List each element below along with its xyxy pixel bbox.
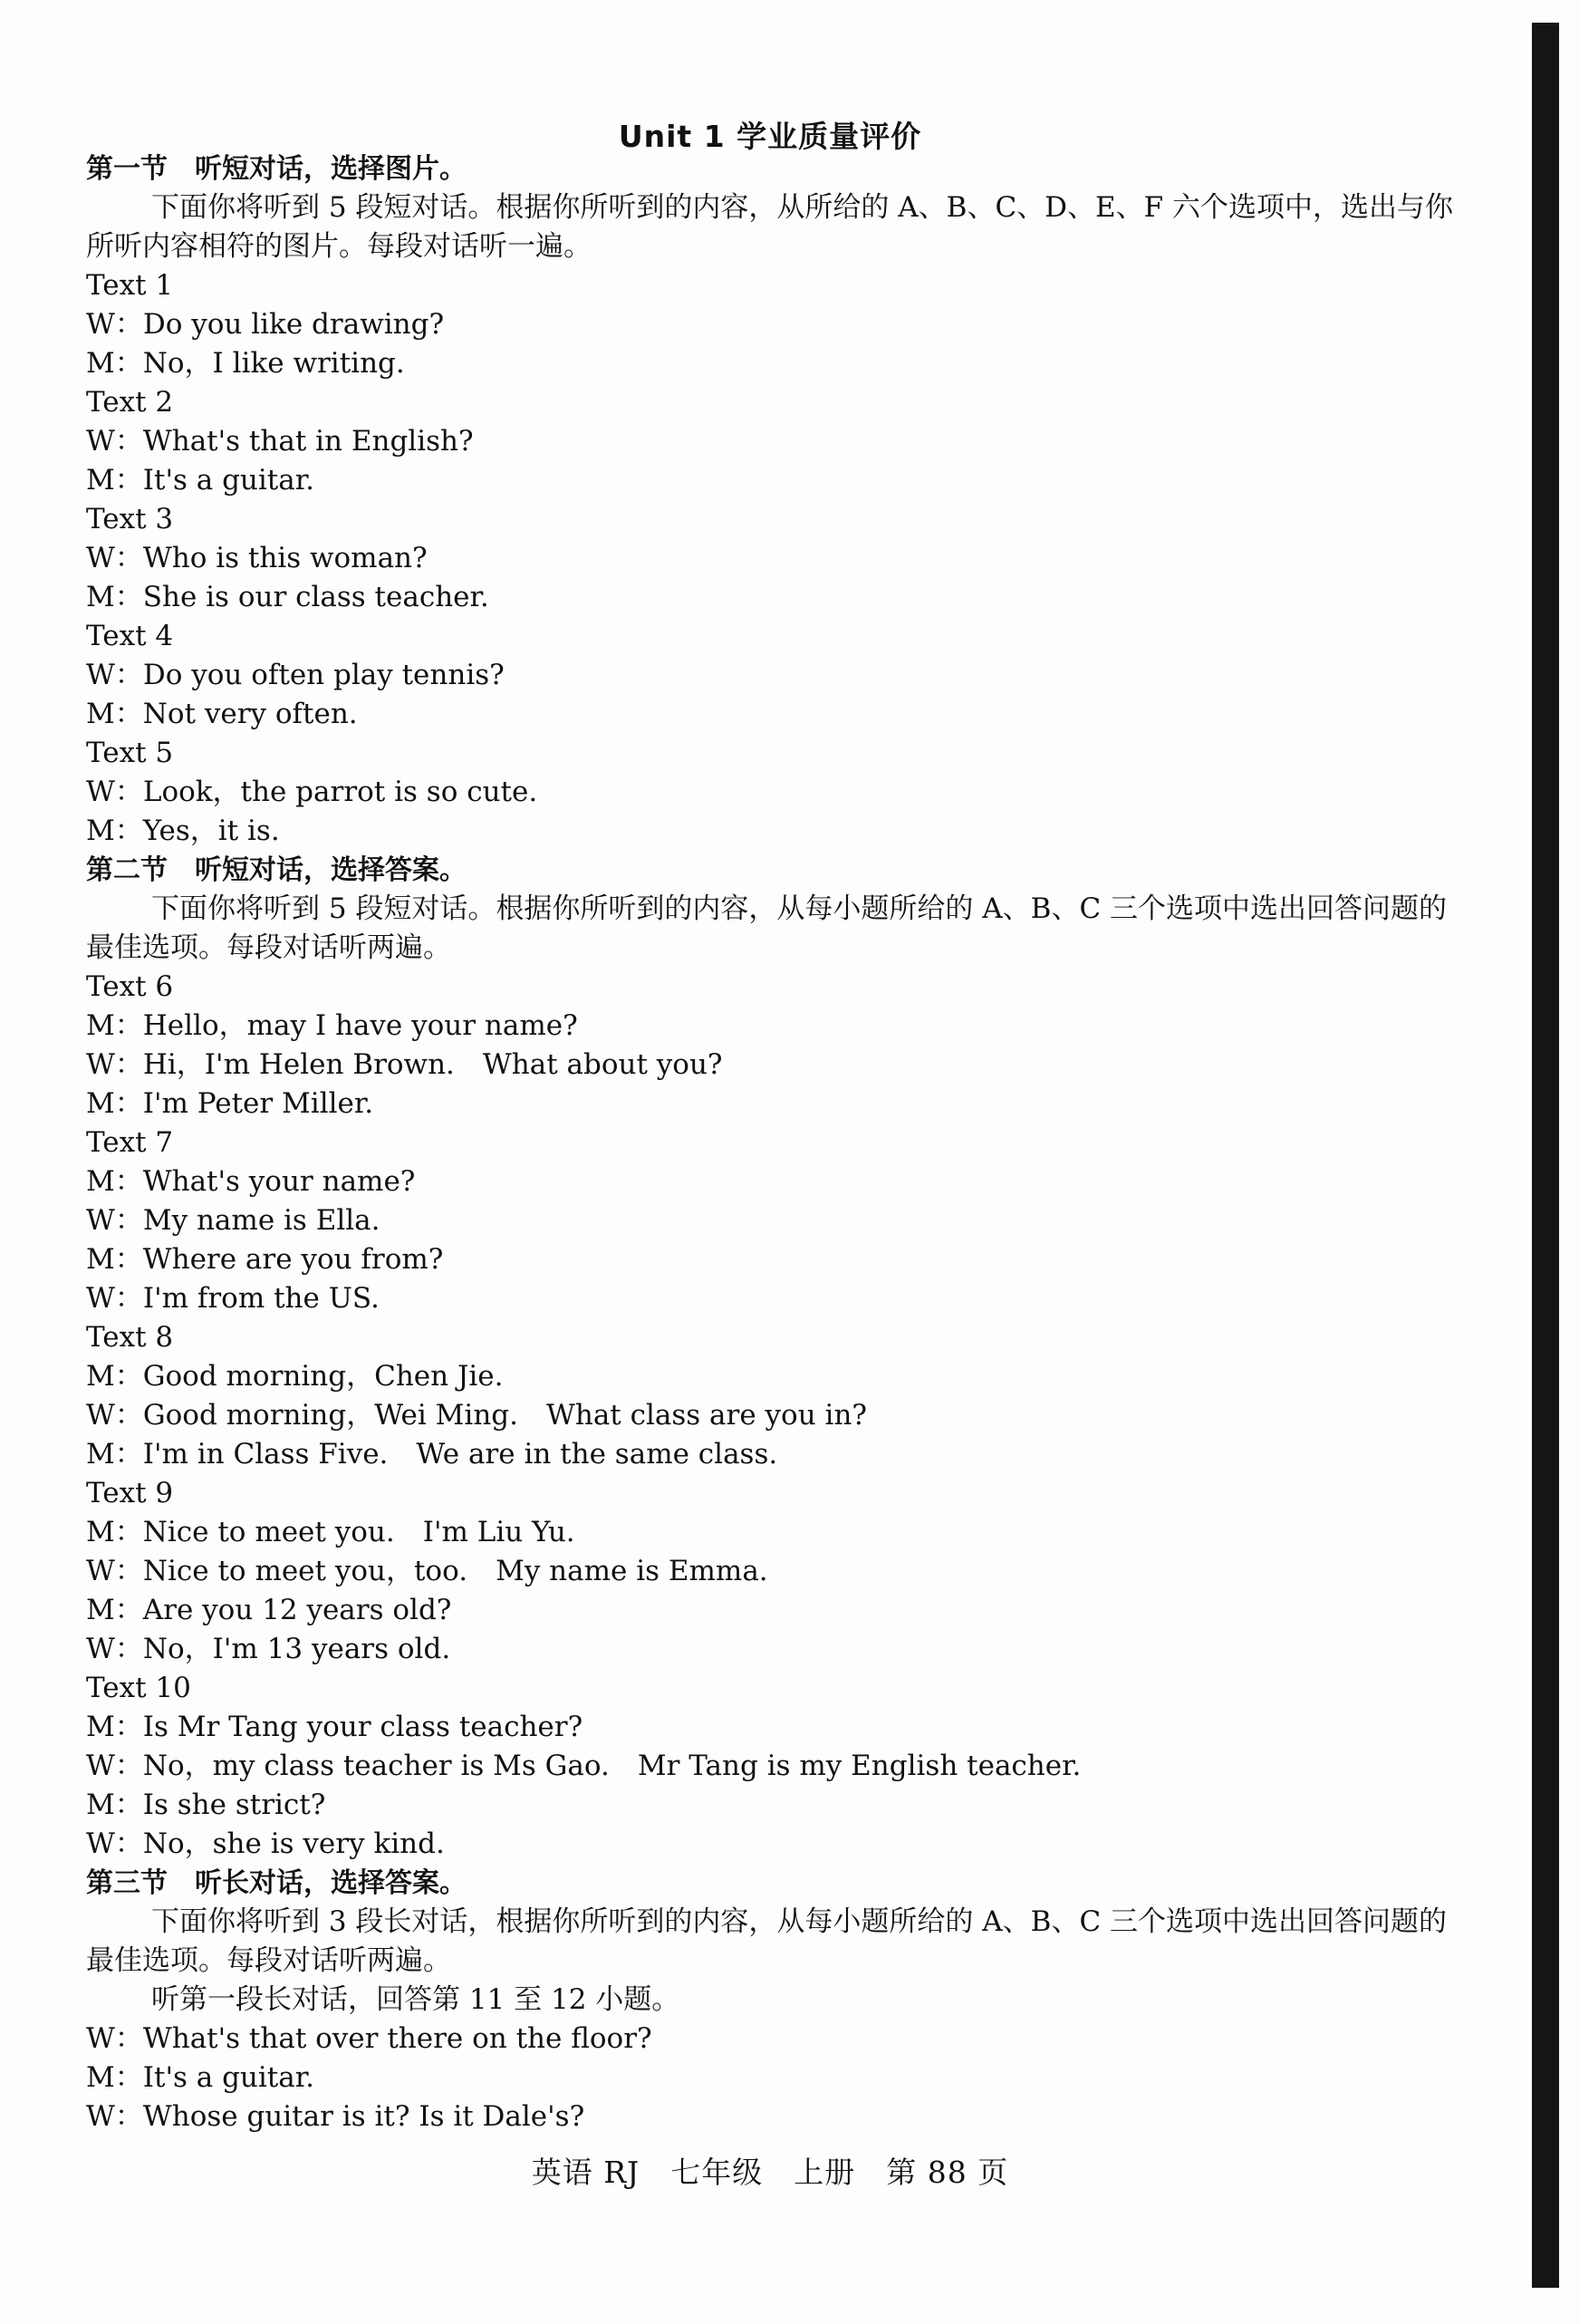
dialogue-line: W：My name is Ella. xyxy=(86,1204,380,1237)
section-heading: 第一节 听短对话，选择图片。 xyxy=(86,153,467,185)
text-label: Text 5 xyxy=(86,737,174,769)
section-heading: 第二节 听短对话，选择答案。 xyxy=(86,854,467,886)
dialogue-intro: 听第一段长对话，回答第 11 至 12 小题。 xyxy=(151,1983,680,2016)
page-edge-bar xyxy=(1532,23,1559,2288)
dialogue-line: M：It's a guitar. xyxy=(86,464,314,497)
document-body xyxy=(86,149,1463,2136)
section-instruction: 下面你将听到 5 段短对话。根据你所听到的内容，从所给的 A、B、C、D、E、F 六个选项中，选出与你所听内容相符的图片。每段对话听一遍。 xyxy=(86,191,1454,263)
text-label: Text 9 xyxy=(86,1477,174,1509)
dialogue-line: W：Do you often play tennis? xyxy=(86,659,505,691)
page-title: Unit 1 学业质量评价 xyxy=(618,119,922,154)
dialogue-line: M：Not very often. xyxy=(86,698,358,730)
dialogue-line: W：Nice to meet you，too. My name is Emma. xyxy=(86,1555,768,1587)
dialogue-line: M：Are you 12 years old? xyxy=(86,1594,452,1626)
section-instruction: 下面你将听到 3 段长对话，根据你所听到的内容，从每小题所给的 A、B、C 三个选项中选出回答问题的最佳选项。每段对话听两遍。 xyxy=(86,1905,1448,1977)
section-heading: 第三节 听长对话，选择答案。 xyxy=(86,1867,467,1899)
dialogue-line: M：It's a guitar. xyxy=(86,2061,314,2094)
dialogue-line: W：Who is this woman? xyxy=(86,542,428,574)
section-instruction: 下面你将听到 5 段短对话。根据你所听到的内容，从每小题所给的 A、B、C 三个选项中选出回答问题的最佳选项。每段对话听两遍。 xyxy=(86,892,1448,964)
text-label: Text 6 xyxy=(86,970,174,1003)
dialogue-line: M：I'm in Class Five. We are in the same class. xyxy=(86,1438,778,1471)
dialogue-line: W：No，she is very kind. xyxy=(86,1827,445,1860)
text-label: Text 8 xyxy=(86,1321,174,1354)
text-label: Text 7 xyxy=(86,1126,174,1159)
dialogue-line: W：What's that over there on the floor? xyxy=(86,2022,652,2055)
text-label: Text 3 xyxy=(86,503,174,535)
dialogue-line: M：No，I like writing. xyxy=(86,347,405,380)
dialogue-line: M：I'm Peter Miller. xyxy=(86,1087,374,1120)
dialogue-line: W：Hi，I'm Helen Brown. What about you? xyxy=(86,1048,723,1081)
dialogue-line: M：She is our class teacher. xyxy=(86,581,489,613)
dialogue-line: M：Is Mr Tang your class teacher? xyxy=(86,1711,583,1743)
dialogue-line: W：Look，the parrot is so cute. xyxy=(86,776,538,808)
page-footer: 英语 RJ 七年级 上册 第 88 页 xyxy=(531,2155,1009,2190)
dialogue-line: W：What's that in English? xyxy=(86,425,474,458)
text-label: Text 10 xyxy=(86,1672,191,1704)
text-label: Text 4 xyxy=(86,620,174,652)
dialogue-line: M：Good morning，Chen Jie. xyxy=(86,1360,504,1393)
text-label: Text 2 xyxy=(86,386,174,419)
dialogue-line: W：Whose guitar is it? Is it Dale's? xyxy=(86,2100,585,2133)
dialogue-line: M：Nice to meet you. I'm Liu Yu. xyxy=(86,1516,575,1548)
dialogue-line: M：Where are you from? xyxy=(86,1243,444,1276)
dialogue-line: M：Hello，may I have your name? xyxy=(86,1009,578,1042)
dialogue-line: M：Is she strict? xyxy=(86,1789,326,1821)
text-label: Text 1 xyxy=(86,269,174,302)
dialogue-line: M：What's your name? xyxy=(86,1165,416,1198)
dialogue-line: W：Do you like drawing? xyxy=(86,308,445,341)
dialogue-line: W：I'm from the US. xyxy=(86,1282,380,1315)
dialogue-line: W：No，my class teacher is Ms Gao. Mr Tang is my English teacher. xyxy=(86,1750,1082,1782)
dialogue-line: M：Yes，it is. xyxy=(86,815,280,847)
dialogue-line: W：No，I'm 13 years old. xyxy=(86,1633,451,1665)
dialogue-line: W：Good morning，Wei Ming. What class are you in? xyxy=(86,1399,868,1432)
